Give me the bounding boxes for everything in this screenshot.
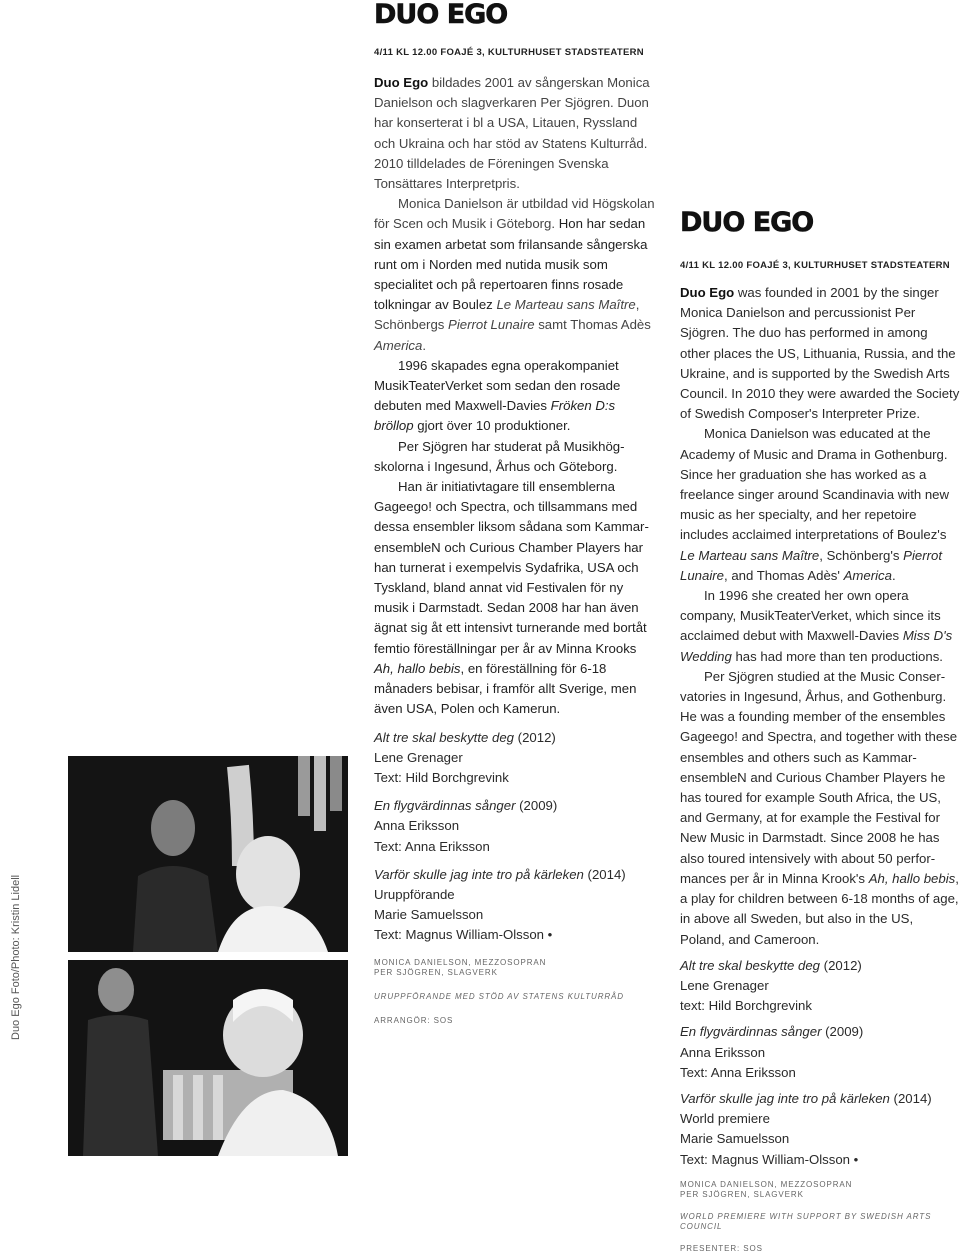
ensemble-name: Duo Ego [680, 285, 735, 300]
work-item: Varför skulle jag inte tro på kärleken (2014) World premiere Marie Samuelsson Text: Magnus William-Olsson • [680, 1090, 932, 1167]
presenter: ARRANGÖR: SOS [374, 1015, 454, 1025]
paragraph-ensembles: Han är initiativtagare till ensemblerna Gageego! och Spectra, och tillsammans med dessa ensembler liksom sådana som KammarensembleN och Curious Chamber Players har han turnerat i exempelvis Sydafrika, USA och Tyskland, bland annat vid Festivalen för ny musik i Darmstadt. Sedan 2008 har han även ägnat sig åt ett intensivt turnerande med bortåt femtio föreställningar per år av Minna Krooks Ah, hallo bebis, en föreställning för 6-18 månaders bebisar, i framför allt Sverige, men även USA, Polen och Kamerun. [374, 479, 649, 717]
paragraph-monica: Monica Danielson was educated at the Academy of Music and Drama in Gothenburg. Since her graduation she has worked as a freelance singer around Scandinavia with new music as her specialty, and her repetoire includes acclaimed interpretations of Boulez's Le Marteau sans Maître, Schönberg's Pierrot Lunaire, and Thomas Adès' America. [680, 426, 950, 583]
paragraph-intro: Duo Ego was founded in 2001 by the singer Monica Danielson and percussionist Per Sjögren. The duo has performed in among other places the US, Lithuania, Russia, and the Ukraine, and is supported by the Swedish Arts Council. In 2010 they were awarded the Society of Swedish Composer's Interpreter Prize. [680, 285, 960, 422]
photo-duo-upper [68, 756, 348, 952]
paragraph-monica: Monica Danielson är utbildad vid Högskolan för Scen och Musik i Göteborg. Hon har sedan sin examen arbetat som frilansande sångerska runt om i Norden med nutida musik som specialitet och på repertoaren finns rosade tolkningar av Boulez Le Marteau sans Maître, Schönbergs Pierrot Lunaire samt Thomas Adès America. [374, 196, 655, 353]
work-item: Alt tre skal beskytte deg (2012) Lene Grenager text: Hild Borchgrevink [680, 957, 862, 1014]
support-note: URUPPFÖRANDE MED STÖD AV STATENS KULTURRÅD [374, 991, 624, 1001]
bio-swedish [374, 73, 656, 720]
performers: MONICA DANIELSON, MEZZOSOPRAN PER SJÖGREN, SLAGVERK [374, 957, 547, 977]
photo-duo-lower [68, 960, 348, 1156]
support-note: WORLD PREMIERE WITH SUPPORT BY SWEDISH ARTS COUNCIL [680, 1211, 932, 1231]
work-item: En flygvärdinnas sånger (2009) Anna Eriksson Text: Anna Eriksson [374, 798, 558, 854]
duo-ego-logo: DUO EGO [680, 207, 814, 238]
paragraph-opera: In 1996 she created her own opera company, MusikTeaterVerket, which since its acclaimed debut with Maxwell-Davies Miss D's Wedding has had more than ten productions. [680, 588, 953, 664]
photo-caption: Duo Ego Foto/Photo: Kristin Lidell [10, 874, 22, 1040]
presenter: PRESENTER: SOS [680, 1243, 763, 1253]
paragraph-opera: 1996 skapades egna operakompaniet MusikTeaterVerket som sedan den rosade debuten med Maxwell-Davies Fröken D:s bröllop gjort över 10 produktioner. [374, 357, 621, 434]
event-info: 4/11 KL 12.00 FOAJÉ 3, KULTURHUSET STADSTEATERN [374, 47, 644, 58]
work-item: Alt tre skal beskytte deg (2012) Lene Grenager Text: Hild Borchgrevink [374, 729, 556, 785]
works-list [680, 956, 960, 1170]
works-list [374, 728, 656, 946]
work-item: En flygvärdinnas sånger (2009) Anna Eriksson Text: Anna Eriksson [680, 1024, 864, 1080]
bio-english [680, 283, 960, 950]
performers: MONICA DANIELSON, MEZZOSOPRAN PER SJÖGREN, SLAGVERK [680, 1179, 853, 1199]
event-info: 4/11 KL 12.00 FOAJÉ 3, KULTURHUSET STADSTEATERN [680, 260, 950, 271]
paragraph-per: Per Sjögren har studerat på Musikhögskolorna i Ingesund, Århus och Göteborg. [374, 438, 625, 474]
paragraph-intro: Duo Ego bildades 2001 av sångerskan Monica Danielson och slagverkaren Per Sjögren. Duon har konserterat i bl a USA, Litauen, Ryssland och Ukraina och har stöd av Statens Kulturråd. 2010 tilldelades de Föreningen Svenska Tonsättares Interpretpris. [374, 75, 650, 192]
ensemble-name: Duo Ego [374, 75, 429, 90]
duo-ego-logo: DUO EGO [374, 0, 508, 30]
swedish-column [374, 0, 656, 1026]
english-column [680, 208, 960, 1254]
work-item: Varför skulle jag inte tro på kärleken (2014) Uruppförande Marie Samuelsson Text: Magnus William-Olsson • [374, 866, 626, 943]
paragraph-per: Per Sjögren studied at the Music Conservatories in Ingesund, Århus, and Gothenburg. He was a founding member of the ensembles Gageego! and Spectra, and together with these ensembles and others such as KammarensembleN and Curious Chamber Players he has toured for example South Africa, the US, and Germany, at for example the Festival for New Music in Darmstadt. Since 2008 he has also toured intensively with about 50 perfor-mances per år in Minna Krook's Ah, hallo bebis, a play for children between 6-18 months of age, in above all Sweden, but also in the US, Poland, and Cameroon. [680, 668, 959, 947]
